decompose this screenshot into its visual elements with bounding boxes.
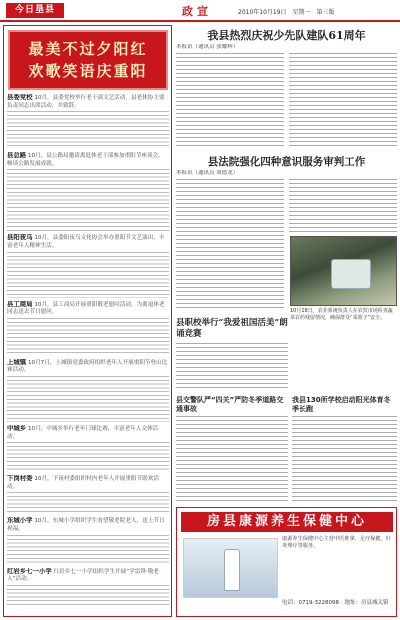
news-brief-title: 红岩乡七一小学 — [7, 567, 52, 575]
news-brief — [7, 517, 169, 564]
article-byline: 本报讯（通讯员 周德龙） — [176, 170, 239, 176]
masthead — [0, 0, 400, 22]
news-brief-title: 县委党校 — [7, 94, 33, 101]
news-brief — [7, 94, 169, 149]
news-brief-text: 10月，县委阳夜乌文化协会举办重阳节文艺演出，丰富老年人精神生活。 — [7, 235, 165, 249]
news-brief-text: 10月，东城小学组织学生看望敬老院老人，送上节日祝福。 — [7, 518, 165, 532]
news-brief-text: 10月，县工商局开展重阳敬老慰问活动，为离退休老同志送去节日慰问。 — [7, 301, 165, 316]
vegetable-bag-shape — [331, 259, 371, 289]
news-brief-title: 县工商局 — [7, 300, 33, 308]
article-body-text — [289, 53, 397, 148]
news-brief-title: 县总路 — [7, 152, 27, 160]
article-body-text — [292, 416, 397, 502]
news-brief-title: 下岗村委 — [7, 475, 33, 483]
news-brief — [7, 234, 169, 297]
news-brief-text: 10月7日，上城镇党委政府组织老年人开展重阳节登山比赛活动。 — [7, 359, 168, 374]
news-brief-text: 10月，下岗村委组织村内老年人开展重阳节联欢活动。 — [7, 476, 159, 490]
ad-contact: 电话：0719-3228098 地址：房县城关镇 — [282, 600, 389, 606]
article-body-text — [176, 179, 284, 309]
product-bottle-shape — [224, 549, 240, 591]
photo-caption: 10月18日，农业系统负责人在农贸市场检查蔬菜农药残留情况，确保群众“菜篮子”安全。 — [290, 308, 393, 321]
news-brief — [7, 425, 169, 472]
headline-court-service: 县法院强化四种意识服务审判工作 — [207, 156, 366, 168]
news-brief — [7, 359, 169, 422]
article-body-text — [289, 179, 397, 233]
news-brief-text: 红岩乡七一小学组织学生开展“学雷锋·敬老人”活动。 — [7, 568, 159, 583]
section-title: 政宣 — [182, 5, 212, 18]
news-brief — [7, 152, 169, 231]
article-byline: 本报讯（通讯员 张耀辉） — [176, 44, 239, 50]
news-brief — [7, 301, 169, 356]
banner-line-2: 欢歌笑语庆重阳 — [28, 62, 148, 80]
news-brief-text: 10月，中城乡举行老年门球比赛，丰富老年人文体活动。 — [7, 425, 159, 440]
ad-body-text: 康源养生保健中心主营中医推拿、足疗保健、针灸理疗等服务。 — [282, 536, 391, 550]
news-brief — [7, 568, 169, 607]
news-photo-market-inspection — [290, 236, 397, 306]
news-brief-title: 县阳夜乌 — [7, 234, 33, 242]
news-brief-title: 中城乡 — [7, 424, 27, 432]
headline-school-running: 我县130所学校启动阳光体育冬季长跑 — [292, 396, 391, 413]
dateline: 2010年10月19日 星期一 第三版 — [238, 9, 335, 16]
article-body-text — [176, 53, 284, 148]
headline-traffic-police: 县交警队严“四关”严防冬季道路交通事故 — [176, 396, 284, 413]
left-column-feature — [3, 25, 172, 617]
news-brief-title: 东城小学 — [7, 517, 33, 525]
feature-banner — [8, 30, 168, 90]
news-brief-text: 10月，县公路局邀请离退休老干部参加重阳节座谈会，畅谈公路发展成就。 — [7, 153, 164, 167]
banner-line-1: 最美不过夕阳红 — [28, 40, 148, 58]
headline-young-pioneers: 我县热烈庆祝少先队建队61周年 — [207, 29, 366, 42]
news-brief-text: 10月，县委党校举行老干部文艺活动，县老体协主要负责同志出席活动，并致辞。 — [7, 95, 165, 109]
news-brief — [7, 475, 169, 514]
advertisement-health-center — [176, 507, 397, 617]
article-body-text — [176, 416, 288, 502]
ad-product-image — [183, 538, 278, 598]
article-body-text — [176, 343, 288, 391]
ad-title: 房县康源养生保健中心 — [181, 512, 393, 532]
newspaper-logo: 今日垦县 — [6, 3, 64, 18]
headline-vocational-school: 县职校举行“我爱祖国活美”朗诵竞赛 — [176, 318, 288, 339]
news-brief-title: 上城镇 — [7, 358, 27, 366]
news-brief-list — [7, 94, 169, 610]
